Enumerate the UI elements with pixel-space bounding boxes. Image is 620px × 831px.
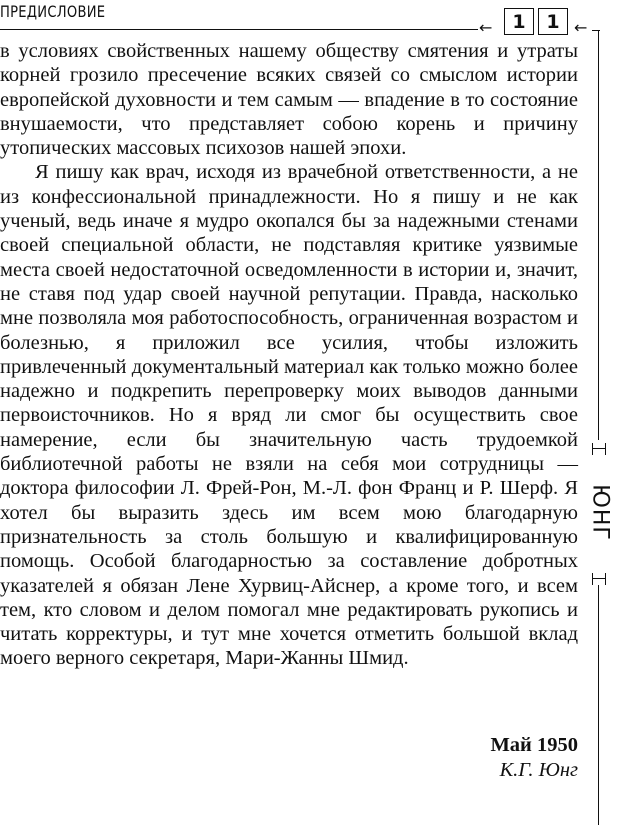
side-label-bracket-top	[592, 448, 606, 449]
page-number-digit-2: 1	[538, 8, 568, 35]
side-label: ЮНГ	[587, 484, 613, 541]
signature-date: Май 1950	[490, 734, 578, 756]
header-rule	[0, 29, 478, 30]
margin-rule-top	[598, 30, 599, 440]
page-number	[504, 8, 568, 35]
running-header: ПРЕДИСЛОВИЕ	[0, 2, 106, 21]
side-label-bracket-bottom	[592, 578, 606, 579]
paragraph: в условиях свойственных нашему обществу смятения и утраты корней грозило пресечение всяких связей со смыслом истории европейской духовности и тем самым — впадение в то состояние внушаемости, что представляет собою корень и причину утопических массовых психозов нашей эпохи.	[0, 40, 578, 160]
signature-author: К.Г. Юнг	[499, 759, 578, 781]
signature-block	[490, 733, 578, 783]
page-number-digit-1: 1	[504, 8, 534, 35]
paragraph: Я пишу как врач, исходя из врачебной ответственности, а не из конфессиональной принадлежности. Но я пишу и не как ученый, ведь иначе я мудро окопался бы за надежными стенами своей специальной области, не подставляя критике уязвимые места своей недостаточной осведомленности в истории и, значит, не ставя под удар своей научной репутации. Правда, насколько мне позволяла моя работоспособность, ограниченная возрастом и болезнью, я приложил все усилия, чтобы изложить привлеченный документальный материал как только можно более надежно и подкрепить перепроверку моих выводов данными первоисточников. Но я вряд ли смог бы осуществить свое намерение, если бы значительную часть трудоемкой библиотечной работы не взяли на себя мои сотрудницы — доктора философии Л. Фрей-Рон, М.-Л. фон Франц и Р. Шерф. Я хотел бы выразить здесь им всем мою благодарную признательность за столь большую и квалифицированную помощь. Особой благодарностью за составление добротных указателей я обязан Лене Хурвиц-Айснер, а кроме того, и всем тем, кто словом и делом помогал мне редактировать рукопись и читать корректуры, и тут мне хочется отметить большой вклад моего верного секретаря, Мари-Жанны Шмид.	[0, 161, 578, 670]
arrow-left-icon: ←	[479, 18, 493, 37]
body-text	[0, 39, 578, 671]
margin-rule-bottom	[598, 585, 599, 825]
arrow-left-icon: ←	[574, 18, 588, 37]
